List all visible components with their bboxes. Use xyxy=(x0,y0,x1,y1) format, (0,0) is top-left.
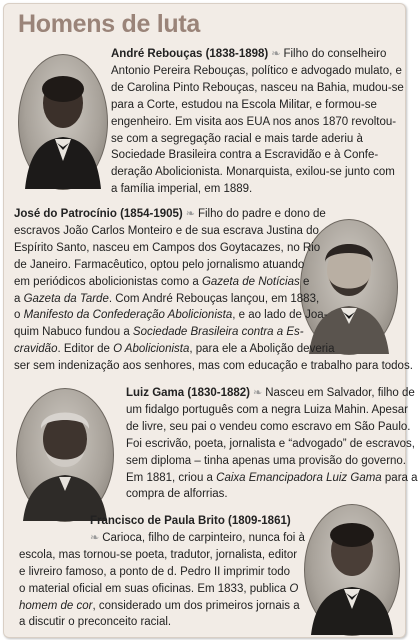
portrait-francisco-de-paula-brito xyxy=(304,504,400,636)
leaf-ornament-icon: ❧ xyxy=(185,208,195,220)
bio-name: Francisco de Paula Brito (1809-1861) xyxy=(90,515,291,527)
page-title: Homens de luta xyxy=(18,10,200,38)
bio-name: André Rebouças (1838-1898) xyxy=(111,48,269,60)
bio-name: José do Patrocínio (1854-1905) xyxy=(14,208,183,220)
bio-francisco-de-paula-brito: Francisco de Paula Brito (1809-1861) ❧ Carioca, filho de carpinteiro, nunca foi à escola, mas tornou-se poeta, tradutor, jornalista, editor e livreiro famoso, a ponto de d. Pedro II imprimir todo o material oficial em suas oficinas. Em 1833, publica O homem de cor, considerado um dos primeiros jornais a a discutir o preconceito racial. xyxy=(19,515,305,629)
leaf-ornament-icon: ❧ xyxy=(90,531,100,544)
portrait-figure xyxy=(17,389,113,521)
portrait-andre-reboucas xyxy=(18,54,108,190)
portrait-luiz-gama xyxy=(16,388,114,522)
page-card xyxy=(3,3,418,638)
portrait-figure xyxy=(305,505,399,635)
bio-name: Luiz Gama (1830-1882) xyxy=(126,387,251,399)
bio-jose-do-patrocinio: José do Patrocínio (1854-1905) ❧ Filho do padre e dono de escravos João Carlos Monteiro e de sua escrava Justina do Espírito Santo, nasceu em Campos dos Goytacazes, no Rio de Janeiro. Farmacêutico, optou pelo jornalismo atuando em periódicos abolicionistas como a Gazeta de Notícias e a Gazeta da Tarde. Com André Rebouças lançou, em 1883, o Manifesto da Confederação Abolicionista, e ao lado de Joa- quim Nabuco fundou a Sociedade Brasileira contra a Es- cravidão. Editor de O Abolicionista, para ele a Abolição deveria ser sem indenização aos senhores, mas com educação e trabalho para todos. xyxy=(14,208,413,373)
portrait-figure xyxy=(19,55,107,189)
bio-andre-reboucas: André Rebouças (1838-1898) ❧ Filho do conselheiro Antonio Pereira Rebouças, político e advogado mulato, e de Carolina Pinto Rebouças, nasceu na Bahia, mudou-se para a Corte, estudou na Escola Militar, e formou-se engenheiro. Em visita aos EUA nos anos 1870 revoltou- se com a segregação racial e mais tarde aderiu à Sociedade Brasileira contra a Escravidão e à Confe- deração Abolicionista. Monarquista, exilou-se junto com a família imperial, em 1889. xyxy=(111,48,404,196)
bio-luiz-gama: Luiz Gama (1830-1882) ❧ Nasceu em Salvador, filho de um fidalgo português com a negra Luiza Mahin. Apesar de livre, seu pai o vendeu como escravo em São Paulo. Foi escrivão, poeta, jornalista e “advogado” de escravos, sem diploma – tinha apenas uma provisão do governo. Em 1881, criou a Caixa Emancipadora Luiz Gama para a compra de alforrias. xyxy=(126,387,418,501)
leaf-ornament-icon: ❧ xyxy=(253,387,263,399)
leaf-ornament-icon: ❧ xyxy=(271,48,281,60)
